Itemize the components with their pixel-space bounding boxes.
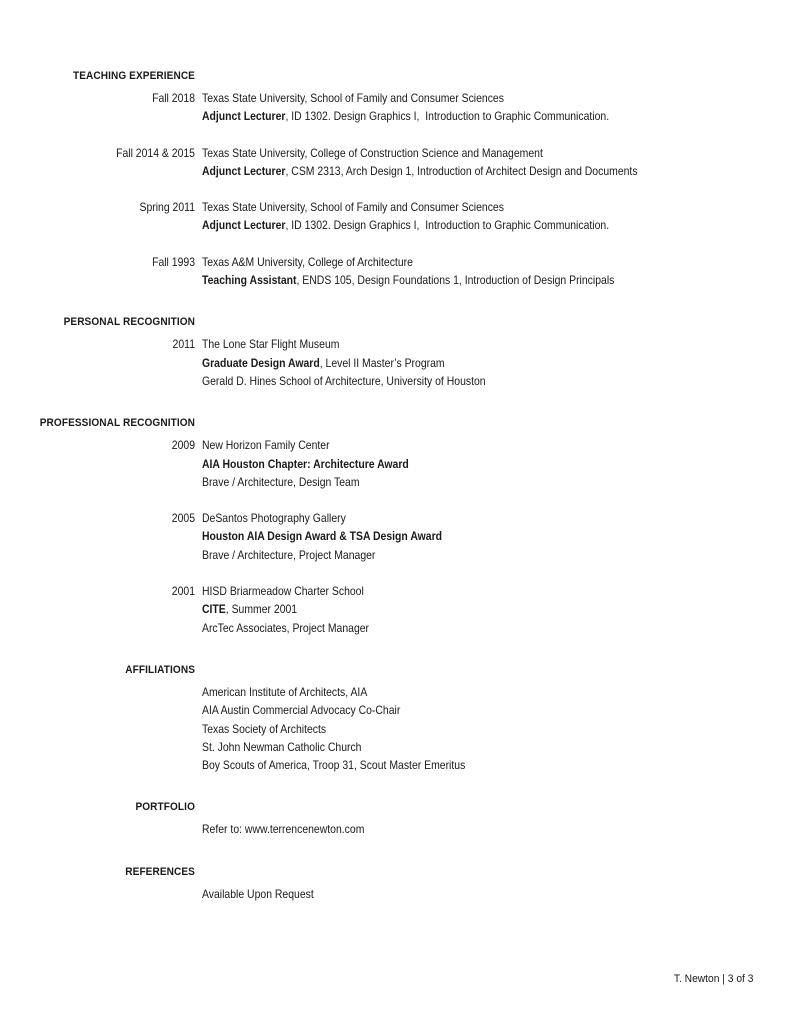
section-spacer — [0, 775, 800, 799]
entry-line-text: Brave / Architecture, Project Manager — [202, 548, 376, 562]
entry-line — [202, 702, 722, 720]
entry-row — [0, 886, 800, 904]
entry-line — [202, 108, 722, 126]
entry-spacer — [0, 181, 800, 199]
entry-line-text: Texas State University, School of Family and Consumer Sciences — [202, 201, 504, 215]
entry-line-text: , Summer 2001 — [225, 603, 298, 617]
entry-spacer — [0, 492, 800, 510]
entry-line-text: DeSantos Photography Gallery — [202, 512, 346, 526]
entry-date: 2005 — [171, 512, 195, 526]
entry-line — [202, 547, 722, 565]
entry-line-text: , CSM 2313, Arch Design 1, Introduction of Architect Design and Documents — [285, 164, 638, 178]
entry-line-text: Texas A&M University, College of Architecture — [202, 255, 413, 269]
entry-row — [0, 254, 800, 291]
entry-line-text: St. John Newman Catholic Church — [202, 740, 362, 754]
entry-lines — [202, 90, 800, 127]
entry-line — [202, 90, 722, 108]
entry-lines — [202, 510, 800, 565]
entry-line-text: , ID 1302. Design Graphics I, Introduction to Graphic Communication. — [285, 219, 610, 233]
entry-line — [202, 254, 722, 272]
entry-line-text: The Lone Star Flight Museum — [202, 338, 340, 352]
entry-date: 2001 — [171, 585, 195, 599]
entry-line-text: Brave / Architecture, Design Team — [202, 475, 360, 489]
entry-line — [202, 163, 722, 181]
section-heading-row — [0, 68, 800, 90]
entry-date: Fall 2014 & 2015 — [116, 146, 195, 160]
entry-date: Fall 1993 — [152, 255, 195, 269]
entry-date: 2011 — [172, 338, 195, 352]
entry-line-emphasis: CITE — [202, 603, 226, 617]
entry-line — [202, 821, 722, 839]
entry-row — [0, 336, 800, 391]
section-heading-row — [0, 662, 800, 684]
entry-row — [0, 90, 800, 127]
entry-line — [202, 528, 722, 546]
entry-line — [202, 456, 722, 474]
entry-line — [202, 373, 722, 391]
entry-line-text: Gerald D. Hines School of Architecture, University of Houston — [202, 374, 486, 388]
entry-line-text: AIA Austin Commercial Advocacy Co-Chair — [202, 704, 401, 718]
entry-line — [202, 272, 722, 290]
section-heading-affiliations: AFFILIATIONS — [125, 663, 195, 676]
section-spacer — [0, 840, 800, 864]
entry-line-text: Available Upon Request — [202, 887, 314, 901]
entry-line — [202, 757, 722, 775]
section-heading-row — [0, 314, 800, 336]
entry-line — [202, 145, 722, 163]
entry-line-emphasis: AIA Houston Chapter: Architecture Award — [202, 457, 409, 471]
section-heading-personal-recognition: PERSONAL RECOGNITION — [63, 316, 195, 329]
entry-line-text: HISD Briarmeadow Charter School — [202, 585, 364, 599]
entry-lines — [202, 199, 800, 236]
entry-line-text: , ID 1302. Design Graphics I, Introduction to Graphic Communication. — [285, 110, 610, 124]
entry-line — [202, 739, 722, 757]
entry-line — [202, 601, 722, 619]
section-heading-row — [0, 864, 800, 886]
section-spacer — [0, 391, 800, 415]
entry-line — [202, 336, 722, 354]
section-spacer — [0, 290, 800, 314]
section-spacer — [0, 638, 800, 662]
entry-lines — [202, 821, 800, 839]
entry-line-emphasis: Houston AIA Design Award & TSA Design Award — [202, 530, 443, 544]
entry-line — [202, 583, 722, 601]
section-heading-row — [0, 415, 800, 437]
entry-line — [202, 437, 722, 455]
entry-line-text: Texas State University, College of Construction Science and Management — [202, 146, 543, 160]
entry-line-emphasis: Adjunct Lecturer — [202, 164, 286, 178]
entry-line-emphasis: Graduate Design Award — [202, 356, 320, 370]
entry-line — [202, 474, 722, 492]
entry-line — [202, 886, 722, 904]
section-references — [0, 864, 800, 904]
page-footer — [0, 971, 800, 987]
entry-lines — [202, 336, 800, 391]
entry-line — [202, 355, 722, 373]
entry-line — [202, 217, 722, 235]
entry-lines — [202, 583, 800, 638]
section-teaching-experience — [0, 68, 800, 290]
entry-lines — [202, 145, 800, 182]
entry-line-text: Texas State University, School of Family and Consumer Sciences — [202, 92, 504, 105]
entry-line — [202, 620, 722, 638]
entry-line-text: New Horizon Family Center — [202, 439, 330, 453]
entry-line-emphasis: Adjunct Lecturer — [202, 219, 286, 233]
section-portfolio — [0, 799, 800, 839]
entry-line — [202, 721, 722, 739]
entry-row — [0, 145, 800, 182]
entry-row — [0, 684, 800, 775]
entry-line-text: Refer to: www.terrencenewton.com — [202, 823, 365, 837]
entry-row — [0, 821, 800, 839]
section-heading-portfolio: PORTFOLIO — [135, 801, 195, 814]
entry-line-emphasis: Teaching Assistant — [202, 274, 297, 288]
resume-body — [0, 68, 800, 904]
section-affiliations — [0, 662, 800, 775]
entry-line — [202, 684, 722, 702]
section-heading-teaching-experience: TEACHING EXPERIENCE — [72, 70, 195, 82]
entry-lines — [202, 684, 800, 775]
entry-lines — [202, 886, 800, 904]
entry-line — [202, 199, 722, 217]
section-personal-recognition — [0, 314, 800, 391]
entry-lines — [202, 437, 800, 492]
entry-row — [0, 510, 800, 565]
entry-row — [0, 437, 800, 492]
entry-line-text: American Institute of Architects, AIA — [202, 685, 368, 699]
entry-spacer — [0, 127, 800, 145]
entry-line-text: , Level II Master’s Program — [319, 356, 445, 370]
entry-line-emphasis: Adjunct Lecturer — [202, 110, 286, 124]
section-professional-recognition — [0, 415, 800, 638]
entry-row — [0, 199, 800, 236]
entry-date: 2009 — [171, 439, 195, 453]
section-heading-row — [0, 799, 800, 821]
entry-date: Spring 2011 — [139, 201, 195, 215]
entry-spacer — [0, 236, 800, 254]
entry-line-text: , ENDS 105, Design Foundations 1, Introduction of Design Principals — [296, 274, 615, 288]
entry-row — [0, 583, 800, 638]
entry-lines — [202, 254, 800, 291]
entry-spacer — [0, 565, 800, 583]
section-heading-references: REFERENCES — [125, 865, 195, 878]
entry-date: Fall 2018 — [152, 92, 195, 105]
entry-line — [202, 510, 722, 528]
entry-line-text: Texas Society of Architects — [202, 722, 327, 736]
entry-line-text: Boy Scouts of America, Troop 31, Scout Master Emeritus — [202, 759, 466, 773]
footer-text: T. Newton | 3 of 3 — [673, 973, 753, 985]
entry-line-text: ArcTec Associates, Project Manager — [202, 621, 370, 635]
section-heading-professional-recognition: PROFESSIONAL RECOGNITION — [39, 417, 196, 430]
